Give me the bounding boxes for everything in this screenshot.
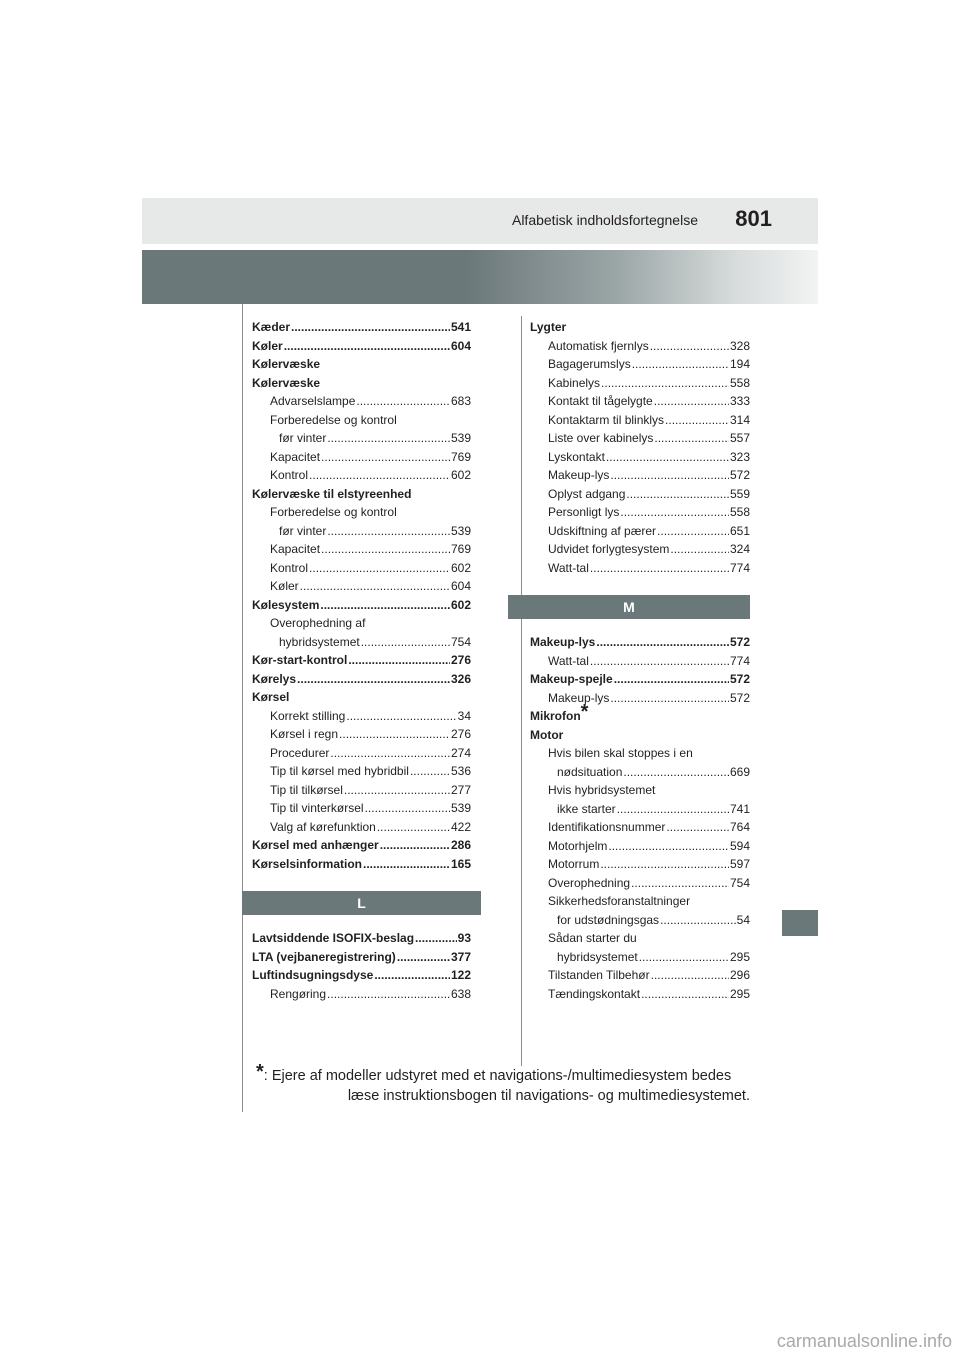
index-entry[interactable]: Kørsel med anhænger ..... 286 (252, 836, 471, 855)
header-title: Alfabetisk indholdsfortegnelse (511, 212, 698, 228)
index-entry[interactable]: Advarselslampe ..... 683 (252, 392, 471, 411)
index-entry[interactable]: Identifikationsnummer ..... 764 (530, 818, 750, 837)
index-subheading: Forberedelse og kontrol (270, 412, 397, 427)
index-subheading: Sikkerhedsforanstaltninger (548, 894, 691, 908)
index-entry[interactable]: Udskiftning af pærer ..... 651 (530, 522, 750, 541)
footnote-line-2: læse instruktionsbogen til navigations- og multimediesystemet. (347, 1088, 750, 1104)
index-entry[interactable]: Liste over kabinelys ..... 557 (530, 429, 750, 448)
index-entry[interactable]: Kontrol ..... 602 (252, 559, 471, 578)
index-entry[interactable]: Kørselsinformation ..... 165 (252, 855, 471, 874)
index-entry[interactable]: Kabinelys ..... 558 (530, 374, 750, 393)
index-entry[interactable]: Bagagerumslys ..... 194 (530, 355, 750, 374)
index-subheading: Forberedelse og kontrol (270, 505, 397, 519)
footnote-star: * (580, 701, 589, 723)
index-entry[interactable]: Motorhjelm ..... 594 (530, 837, 750, 856)
index-entry[interactable]: Kørsel i regn ..... 276 (252, 725, 471, 744)
index-entry[interactable]: Udvidet forlygtesystem ..... 324 (530, 540, 750, 559)
index-entry[interactable]: Kølesystem ..... 602 (252, 596, 471, 615)
index-heading: Kølervæske (252, 357, 321, 371)
index-entry[interactable]: Procedurer ..... 274 (252, 744, 471, 763)
index-entry[interactable]: Tip til kørsel med hybridbil ..... 536 (252, 762, 471, 781)
index-subheading: Hvis bilen skal stoppes i en (548, 746, 693, 760)
footnote (256, 1061, 750, 1106)
index-entry[interactable]: Makeup-spejle ..... 572 (530, 670, 750, 689)
index-entry[interactable]: Lyskontakt ..... 323 (530, 448, 750, 467)
index-entry[interactable]: Overophedning ..... 754 (530, 874, 750, 893)
index-entry[interactable]: Makeup-lys ..... 572 (530, 689, 750, 708)
index-entry[interactable]: Kapacitet ..... 769 (252, 448, 471, 467)
index-entry[interactable]: Kontrol ..... 602 (252, 466, 471, 485)
section-header-l: L (242, 891, 481, 915)
index-entry[interactable]: hybridsystemet ..... 295 (530, 948, 750, 967)
index-entry[interactable]: Kontakt til tågelygte ..... 333 (530, 392, 750, 411)
index-entry[interactable]: LTA (vejbaneregistrering) ..... 377 (252, 948, 471, 967)
index-heading: Motor (530, 727, 564, 742)
index-entry[interactable]: Køler ..... 604 (252, 337, 471, 356)
index-entry[interactable]: Makeup-lys ..... 572 (530, 466, 750, 485)
index-entry[interactable]: Kæder ..... 541 (252, 318, 471, 337)
index-entry[interactable]: Personligt lys ..... 558 (530, 503, 750, 522)
index-subheading: Hvis hybridsystemet (548, 783, 656, 797)
index-entry[interactable]: nødsituation ..... 669 (530, 763, 750, 782)
page-number: 801 (735, 206, 772, 231)
index-entry[interactable]: Rengøring ..... 638 (252, 985, 471, 1004)
index-entry[interactable]: Motorrum ..... 597 (530, 855, 750, 874)
left-rule (242, 304, 243, 1112)
page-header (142, 198, 818, 244)
footnote-line-1: *: Ejere af modeller udstyret med et navigations-/multimediesystem bedes (256, 1061, 732, 1084)
index-entry[interactable]: før vinter ..... 539 (252, 522, 471, 541)
index-heading: Mikrofon* (530, 701, 589, 723)
index-subheading: Overophedning af (270, 616, 366, 630)
index-entry[interactable]: Tændingskontakt ..... 295 (530, 985, 750, 1004)
index-entry[interactable]: Luftindsugningsdyse ..... 122 (252, 966, 471, 985)
index-entry[interactable]: Valg af kørefunktion ..... 422 (252, 818, 471, 837)
index-entry[interactable]: hybridsystemet ..... 754 (252, 633, 471, 652)
index-entry[interactable]: Køler ..... 604 (252, 577, 471, 596)
footnote-star: * (256, 1061, 264, 1083)
index-entry[interactable]: Kapacitet ..... 769 (252, 540, 471, 559)
index-entry[interactable]: før vinter ..... 539 (252, 429, 471, 448)
index-heading: Kørsel (252, 690, 290, 704)
index-entry[interactable]: Tip til vinterkørsel ..... 539 (252, 799, 471, 818)
index-entry[interactable]: Automatisk fjernlys ..... 328 (530, 337, 750, 356)
index-entry[interactable]: Tip til tilkørsel ..... 277 (252, 781, 471, 800)
index-column-left (252, 318, 471, 1003)
index-entry[interactable]: Watt-tal ..... 774 (530, 559, 750, 578)
index-entry[interactable]: for udstødningsgas ..... 54 (530, 911, 750, 930)
index-heading: Kølervæske (252, 375, 321, 390)
index-entry[interactable]: Kontaktarm til blinklys ..... 314 (530, 411, 750, 430)
index-subheading: Sådan starter du (548, 931, 637, 945)
index-entry[interactable]: Kør-start-kontrol ..... 276 (252, 651, 471, 670)
index-entry[interactable]: Kørelys ..... 326 (252, 670, 471, 689)
index-heading: Lygter (530, 320, 567, 334)
index-entry[interactable]: Korrekt stilling ..... 34 (252, 707, 471, 726)
center-rule (521, 316, 522, 1066)
index-entry[interactable]: ikke starter ..... 741 (530, 800, 750, 819)
chapter-tab (782, 910, 818, 936)
index-entry[interactable]: Makeup-lys ..... 572 (530, 633, 750, 652)
index-heading: Kølervæske til elstyreenhed (252, 486, 412, 501)
watermark: carmanualsonline.info (776, 1331, 952, 1351)
index-column-right (530, 318, 750, 1003)
section-header-m: M (508, 595, 750, 619)
index-entry[interactable]: Watt-tal ..... 774 (530, 652, 750, 671)
index-entry[interactable]: Lavtsiddende ISOFIX-beslag ..... 93 (252, 929, 471, 948)
index-entry[interactable]: Tilstanden Tilbehør ..... 296 (530, 966, 750, 985)
index-entry[interactable]: Oplyst adgang ..... 559 (530, 485, 750, 504)
header-band (142, 250, 818, 304)
